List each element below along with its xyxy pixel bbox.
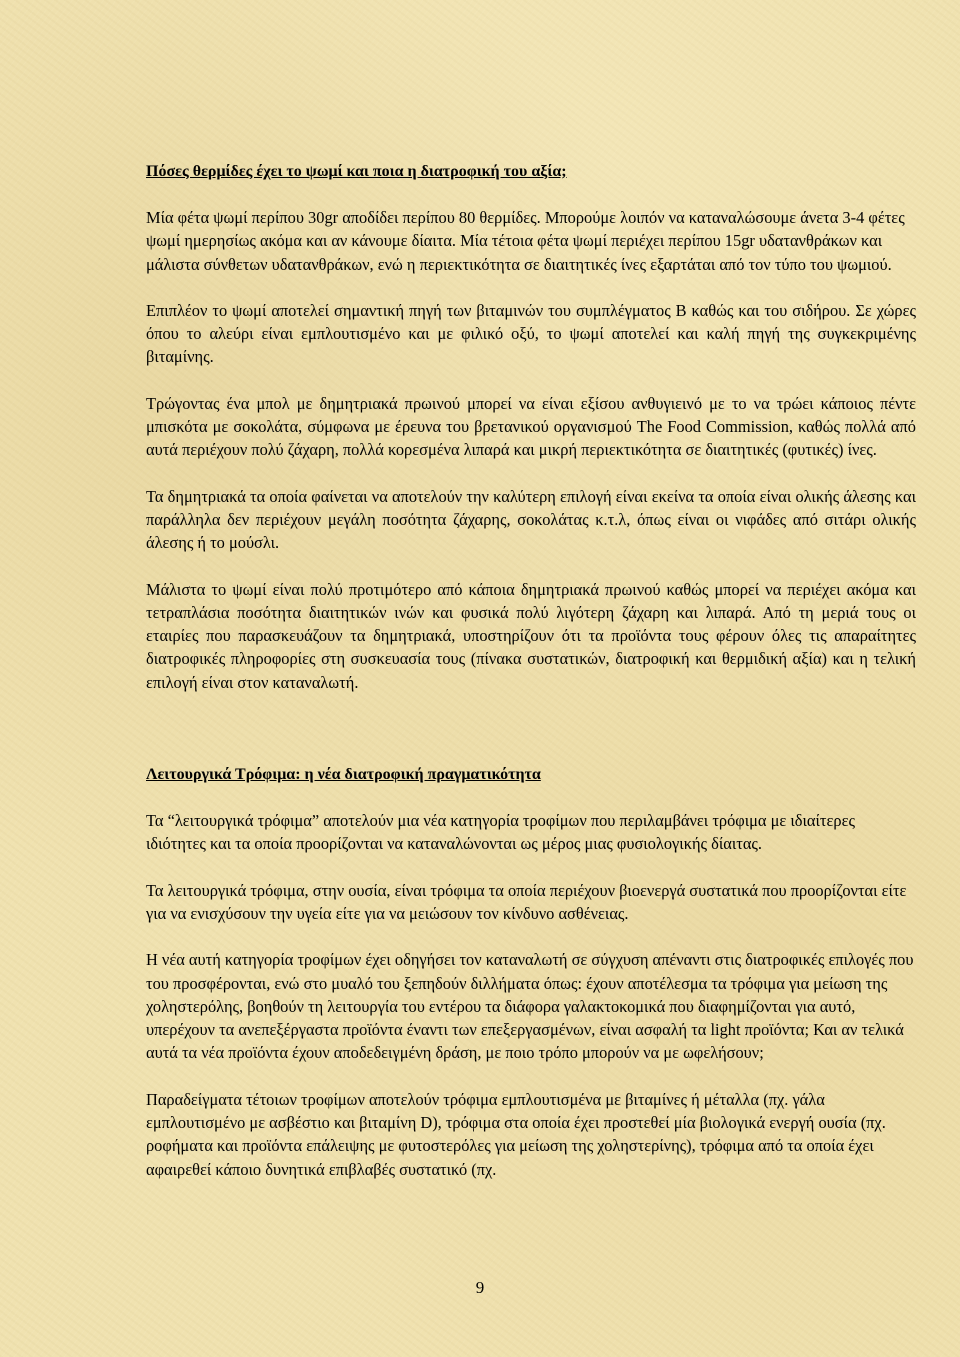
section-spacer bbox=[146, 717, 916, 763]
paragraph-examples: Παραδείγματα τέτοιων τροφίμων αποτελούν τρόφιμα εμπλουτισμένα με βιταμίνες ή μέταλλα (πχ. γάλα εμπλουτισμένο με ασβέστιο και βιταμίνη D), τρόφιμα στα οποία έχει προστεθεί μία βιολογικά ενεργή ουσία (πχ. ροφήματα και προϊόντα επάλειψης με φυτοστερόλες για μείωση της χοληστερίνης), τρόφιμα από τα οποία έχει αφαιρεθεί κάποιο δυνητικά επιβλαβές συστατικό (πχ. bbox=[146, 1089, 886, 1179]
paragraph-consumer-confusion: Η νέα αυτή κατηγορία τροφίμων έχει οδηγήσει τον καταναλωτή σε σύγχυση απέναντι στις διατροφικές επιλογές που του προσφέρονται, ενώ στο μυαλό του ξεπηδούν διλλήματα όπως: έχουν αποτέλεσμα τα τρόφιμα για μείωση της χοληστερόλης, βοηθούν τη λειτουργία του εντέρου τα διάφορα γαλακτοκομικά που διαφημίζονται για αυτό, υπερέχουν τα ανεπεξέργαστα προϊόντα έναντι των επεξεργασμένων, είναι ασφαλή τα light προϊόντα; Και αν τελικά αυτά τα νέα προϊόντα έχουν αποδεδειγμένη δράση, με ποιο τρόπο μπορούν να με ωφελήσουν; bbox=[146, 950, 914, 1063]
section-heading-calories: Πόσες θερμίδες έχει το ψωμί και ποια η διατροφική του αξία; bbox=[146, 163, 567, 180]
page-number: 9 bbox=[475, 1278, 485, 1297]
document-page bbox=[146, 160, 916, 1204]
paragraph-calories: Μία φέτα ψωμί περίπου 30gr αποδίδει περίπου 80 θερμίδες. Μπορούμε λοιπόν να καταναλώσουμε άνετα 3-4 φέτες ψωμί ημερησίως ακόμα και αν κάνουμε δίαιτα. Μία τέτοια φέτα ψωμί περιέχει περίπου 15gr υδατανθράκων και μάλιστα σύνθετων υδατανθράκων, ενώ η περιεκτικότητα σε διαιτητικές ίνες εξαρτάται από τον τύπο του ψωμιού. bbox=[146, 208, 905, 274]
paragraph-whole-grain: Τα δημητριακά τα οποία φαίνεται να αποτελούν την καλύτερη επιλογή είναι εκείνα τα οποία είναι ολικής άλεσης και παράλληλα δεν περιέχουν μεγάλη ποσότητα ζάχαρης, σοκολάτας κ.τ.λ, όπως είναι οι νιφάδες από σιτάρι ολικής άλεσης ή το μούσλι. bbox=[146, 486, 916, 553]
section-heading-functional-foods: Λειτουργικά Τρόφιμα: η νέα διατροφική πραγματικότητα bbox=[146, 766, 541, 784]
paragraph-functional-definition: Τα “λειτουργικά τρόφιμα” αποτελούν μια νέα κατηγορία τροφίμων που περιλαμβάνει τρόφιμα με ιδιαίτερες ιδιότητες και τα οποία προορίζονται να καταναλώνονται ως μέρος μιας φυσιολογικής δίαιτας. bbox=[146, 811, 855, 854]
paragraph-bread-vs-cereals: Μάλιστα το ψωμί είναι πολύ προτιμότερο από κάποια δημητριακά πρωινού καθώς μπορεί να περιέχει ακόμα και τετραπλάσια ποσότητα διαιτητικών ινών και φυσικά πολύ λιγότερη ζάχαρη και λιπαρά. Από τη μεριά τους οι εταιρίες που παρασκευάζουν τα δημητριακά, υποστηρίζουν ότι τα προϊόντα τους φέρουν όλες τις απαραίτητες διατροφικές πληροφορίες στη συσκευασία τους (πίνακα συστατικών, διατροφική και θερμιδική αξία) και η τελική επιλογή είναι στον καταναλωτή. bbox=[146, 579, 916, 692]
paragraph-vitamins: Επιπλέον το ψωμί αποτελεί σημαντική πηγή των βιταμινών του συμπλέγματος Β καθώς και του σιδήρου. Σε χώρες όπου το αλεύρι είναι εμπλουτισμένο και με φιλικό οξύ, το ψωμί αποτελεί και καλή πηγή της συγκεκριμένης βιταμίνης. bbox=[146, 300, 916, 367]
paragraph-cereals-study: Τρώγοντας ένα μπολ με δημητριακά πρωινού μπορεί να είναι εξίσου ανθυγιεινό με το να τρώει κάποιος πέντε μπισκότα με σοκολάτα, σύμφωνα με έρευνα του βρετανικού οργανισμού The Food Commission, καθώς πολλά από αυτά περιέχουν πολύ ζάχαρη, πολλά κορεσμένα λιπαρά και μικρή περιεκτικότητα σε διαιτητικές (φυτικές) ίνες. bbox=[146, 393, 916, 460]
paragraph-functional-essence: Τα λειτουργικά τρόφιμα, στην ουσία, είναι τρόφιμα τα οποία περιέχουν βιοενεργά συστατικά που προορίζονται είτε για να ενισχύσουν την υγεία είτε για να μειώσουν τον κίνδυνο ασθένειας. bbox=[146, 880, 907, 923]
